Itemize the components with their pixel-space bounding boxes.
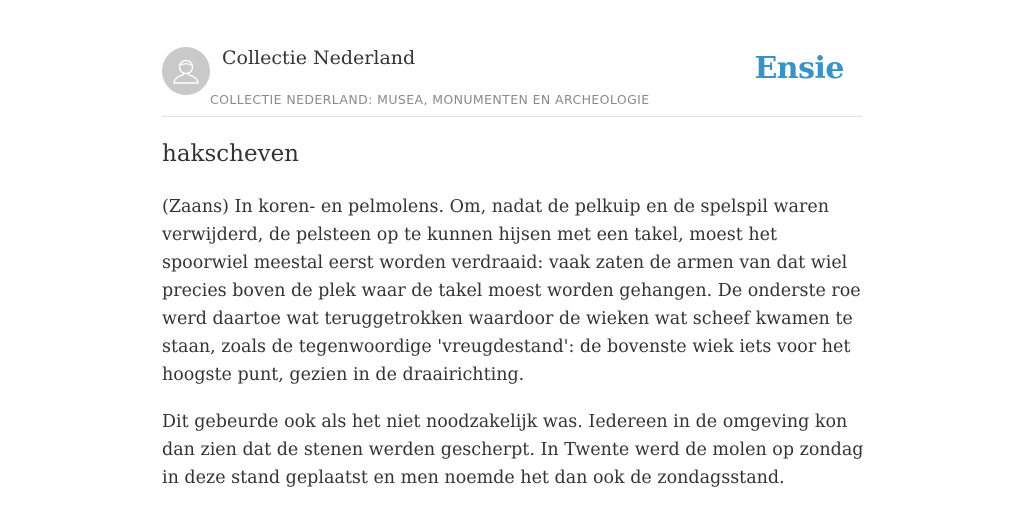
ensie-logo[interactable]: Ensie — [754, 51, 844, 86]
entry-content — [162, 138, 867, 492]
entry-paragraph: (Zaans) In koren- en pelmolens. Om, nadat de pelkuip en de spelspil waren verwijderd, de pelsteen op te kunnen hijsen met een takel, moest het spoorwiel meestal eerst worden verdraaid: vaak zaten de armen van dat wiel precies boven de plek waar de takel moest worden gehangen. De onderste roe werd daartoe wat teruggetrokken waardoor de wieken wat scheef kwamen te staan, zoals de tegenwoordige 'vreugdestand': de bovenste wiek iets voor het hoogste punt, gezien in de draairichting. — [162, 197, 861, 385]
user-placeholder-icon — [162, 47, 210, 95]
author-name-link[interactable]: Collectie Nederland — [222, 47, 416, 69]
entry-title: hakscheven — [162, 141, 299, 167]
entry-paragraph: Dit gebeurde ook als het niet noodzakelijk was. Iedereen in de omgeving kon dan zien dat de stenen werden gescherpt. In Twente werd de molen op zondag in deze stand geplaatst en men noemde het dan ook de zondagsstand. — [162, 412, 864, 488]
author-subtitle: COLLECTIE NEDERLAND: MUSEA, MONUMENTEN EN ARCHEOLOGIE — [210, 92, 650, 107]
entry-header — [162, 0, 862, 117]
avatar[interactable] — [162, 47, 210, 95]
entry-body — [162, 193, 867, 492]
